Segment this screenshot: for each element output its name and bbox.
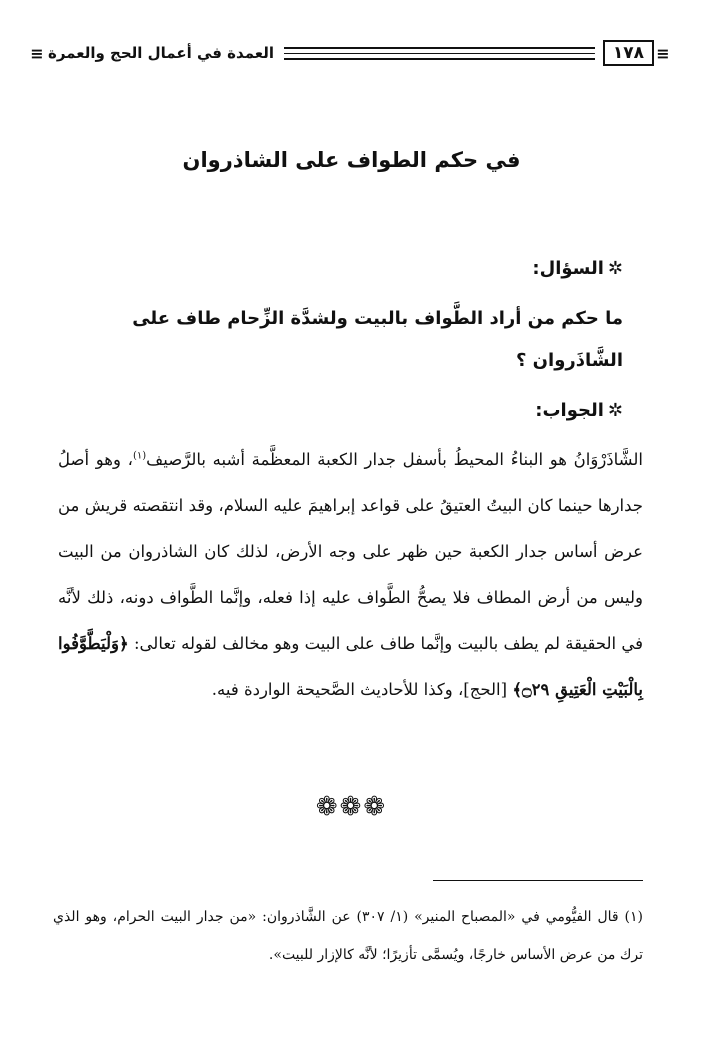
star-icon: ✲ — [607, 258, 623, 279]
section-title: في حكم الطواف على الشاذروان — [182, 148, 521, 172]
ornament-divider: ❁❁❁ — [315, 792, 388, 822]
answer-paragraph-1: الشَّاذَرْوَانُ هو البناءُ المحيطُ بأسفل جدار الكعبة المعظَّمة أشبه بالرَّصيف — [146, 450, 643, 469]
page-number: ١٧٨ — [603, 40, 654, 66]
header-marker-left: ≡ — [30, 43, 44, 63]
running-header — [30, 40, 670, 66]
answer-label: ✲الجواب: — [535, 400, 623, 421]
question-label: ✲السؤال: — [532, 258, 623, 279]
answer-text — [58, 437, 643, 713]
footnote-ref: (١) — [132, 450, 147, 462]
star-icon: ✲ — [607, 400, 623, 421]
answer-paragraph-2: ، وهو أصلُ جدارها حينما كان البيتُ العتيقُ على قواعد إبراهيمَ عليه السلام، وقد انتقصته قريش من عرض أساس جدار الكعبة حين ظهر على وجه الأرض، لذلك كان الشاذروان من البيت وليس من أرض المطاف فلا يصحُّ الطَّواف عليه إذا فعله، وإنَّما الطَّواف دونه، ذلك لأنَّه في الحقيقة لم يطف بالبيت وإنَّما طاف على البيت وهو مخالف لقوله تعالى: — [58, 450, 643, 653]
answer-paragraph-3: [الحج]، وكذا للأحاديث الصَّحيحة الواردة فيه. — [211, 680, 513, 699]
question-text: ما حكم من أراد الطَّواف بالبيت ولشدَّة الزِّحام طاف على الشَّاذَروان ؟ — [132, 308, 623, 371]
quran-verse: ﴿وَلْيَطَّوَّفُوا بِالْبَيْتِ الْعَتِيقِ ۝٢٩﴾ — [58, 634, 643, 699]
header-marker-right: ≡ — [656, 43, 670, 63]
footnote: (١) قال الفيُّومي في «المصباح المنير» (١/ ٣٠٧) عن الشَّاذروان: «من جدار البيت الحرام، وهو الذي ترك من عرض الأساس خارجًا، ويُسمَّى تأزيرًا؛ لأنَّه كالإزار للبيت». — [53, 909, 644, 963]
running-title: العمدة في أعمال الحج والعمرة — [48, 44, 274, 62]
header-rule — [284, 47, 595, 60]
footnote-separator — [433, 880, 643, 881]
